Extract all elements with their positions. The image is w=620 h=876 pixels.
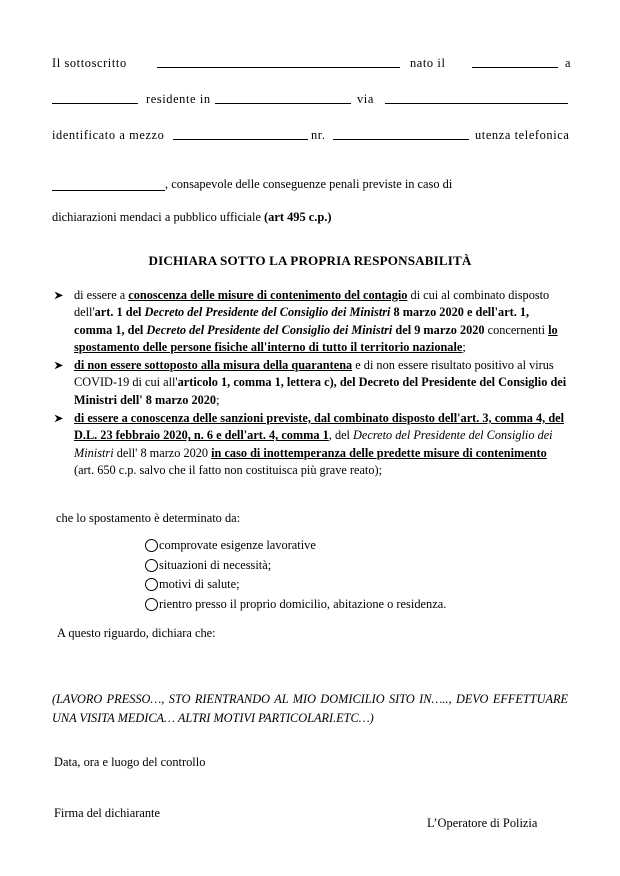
option-salute[interactable] — [145, 575, 446, 595]
option-lavorative[interactable] — [145, 536, 446, 556]
list-item-text — [74, 288, 558, 354]
form-header-block — [52, 56, 572, 164]
label-via: via — [357, 92, 374, 106]
form-line-residenza — [52, 92, 568, 128]
declaration-list — [52, 287, 568, 480]
form-line-sottoscritto — [52, 56, 572, 92]
field-numero-documento[interactable] — [333, 128, 469, 140]
text-run: del 9 marzo 2020 — [392, 322, 485, 337]
label-utenza-telefonica: utenza telefonica — [475, 128, 570, 142]
circle-checkbox-icon[interactable] — [145, 559, 158, 572]
field-data-nascita[interactable] — [472, 56, 558, 68]
example-placeholder-text: (LAVORO PRESSO…, STO RIENTRANDO AL MIO DOMICILIO SITO IN….., DEVO EFFETTUARE UNA VISITA MEDICA… ALTRI MOTIVI PARTICOLARI.ETC…) — [52, 692, 568, 725]
label-il-sottoscritto: Il sottoscritto — [52, 56, 127, 70]
option-rientro[interactable] — [145, 595, 446, 615]
option-necessita[interactable] — [145, 556, 446, 576]
field-comune-residenza[interactable] — [215, 92, 351, 104]
motivo-options-group — [145, 536, 446, 614]
mendaci-articolo: (art 495 c.p.) — [264, 210, 332, 224]
mendaci-text: dichiarazioni mendaci a pubblico ufficiale — [52, 210, 265, 224]
list-item — [52, 410, 568, 479]
text-run: in caso di inottemperanza delle predette misure di contenimento — [211, 445, 547, 460]
option-label: situazioni di necessità; — [159, 557, 272, 572]
page-title: DICHIARA SOTTO LA PROPRIA RESPONSABILITÀ — [148, 253, 472, 268]
text-run: di essere a conoscenza delle sanzioni previste, dal combinato disposto dell'art. 3, comma 4, del D.L. 23 febbraio 2020, n. 6 e dell'art. 4, comma 1 — [74, 411, 565, 443]
text-run: di cui al combinato disposto dell' — [74, 288, 550, 320]
firma-dichiarante-label: Firma del dichiarante — [54, 806, 160, 820]
operatore-polizia-label: L’Operatore di Polizia — [427, 816, 538, 830]
paragraph-consapevole — [52, 175, 568, 194]
text-run: 8 marzo 2020 e dell'art. 1, comma 1, del — [74, 305, 530, 337]
arrow-bullet-icon — [54, 357, 68, 373]
data-ora-luogo-label: Data, ora e luogo del controllo — [54, 755, 206, 769]
field-luogo-nascita[interactable] — [52, 92, 138, 104]
circle-checkbox-icon[interactable] — [145, 578, 158, 591]
label-nato-il: nato il — [410, 56, 446, 70]
option-label: rientro presso il proprio domicilio, abitazione o residenza. — [159, 596, 447, 611]
field-documento-identita[interactable] — [173, 128, 308, 140]
spostamento-label: che lo spostamento è determinato da: — [56, 511, 241, 525]
option-label: motivi di salute; — [159, 577, 240, 592]
label-identificato-a-mezzo: identificato a mezzo — [52, 128, 165, 142]
list-item-text — [74, 411, 564, 477]
text-run: conoscenza delle misure di contenimento del contagio — [128, 288, 408, 302]
list-item-text — [74, 358, 566, 407]
consapevole-text: consapevole delle conseguenze penali previste in caso di — [171, 177, 453, 191]
circle-checkbox-icon[interactable] — [145, 539, 158, 552]
arrow-bullet-icon — [54, 287, 68, 303]
text-run: ; — [216, 392, 220, 407]
text-run: concernenti — [484, 322, 549, 337]
text-run: di non essere sottoposto alla misura della quarantena — [74, 358, 353, 373]
list-item — [52, 357, 568, 409]
circle-checkbox-icon[interactable] — [145, 598, 158, 611]
label-nr: nr. — [311, 128, 326, 142]
form-line-identificazione — [52, 128, 568, 164]
text-run: Decreto del Presidente del Consiglio dei Ministri — [146, 322, 393, 337]
text-run: art. 1 del — [94, 305, 145, 320]
option-label: comprovate esigenze lavorative — [159, 538, 316, 553]
label-a: a — [565, 56, 572, 70]
text-run: lo spostamento delle persone fisiche all'interno di tutto il territorio nazionale — [74, 322, 558, 354]
text-run: articolo 1, comma 1, lettera c), del Decreto del Presidente del Consiglio dei Ministri dell' 8 marzo 2020 — [74, 375, 567, 407]
field-utenza-telefonica-valore[interactable] — [52, 179, 165, 191]
label-residente-in: residente in — [146, 92, 211, 106]
text-run: Decreto del Presidente del Consiglio dei Ministri — [74, 428, 553, 460]
text-run: Decreto del Presidente del Consiglio dei Ministri — [144, 305, 391, 320]
text-run: dell' 8 marzo 2020 — [113, 445, 212, 460]
text-run: di essere a — [74, 288, 129, 302]
arrow-bullet-icon — [54, 410, 68, 426]
field-nome-sottoscritto[interactable] — [157, 56, 400, 68]
paragraph-mendaci — [52, 208, 568, 227]
text-run: ; — [462, 339, 466, 354]
text-run: e di non essere risultato positivo al virus COVID-19 di cui all' — [74, 358, 554, 390]
consapevole-comma: , — [165, 177, 169, 191]
text-run: (art. 650 c.p. salvo che il fatto non costituisca più grave reato); — [74, 462, 383, 477]
field-via-residenza[interactable] — [385, 92, 568, 104]
riguardo-label: A questo riguardo, dichiara che: — [57, 626, 216, 640]
list-item — [52, 287, 568, 356]
text-run: , del — [328, 428, 354, 443]
